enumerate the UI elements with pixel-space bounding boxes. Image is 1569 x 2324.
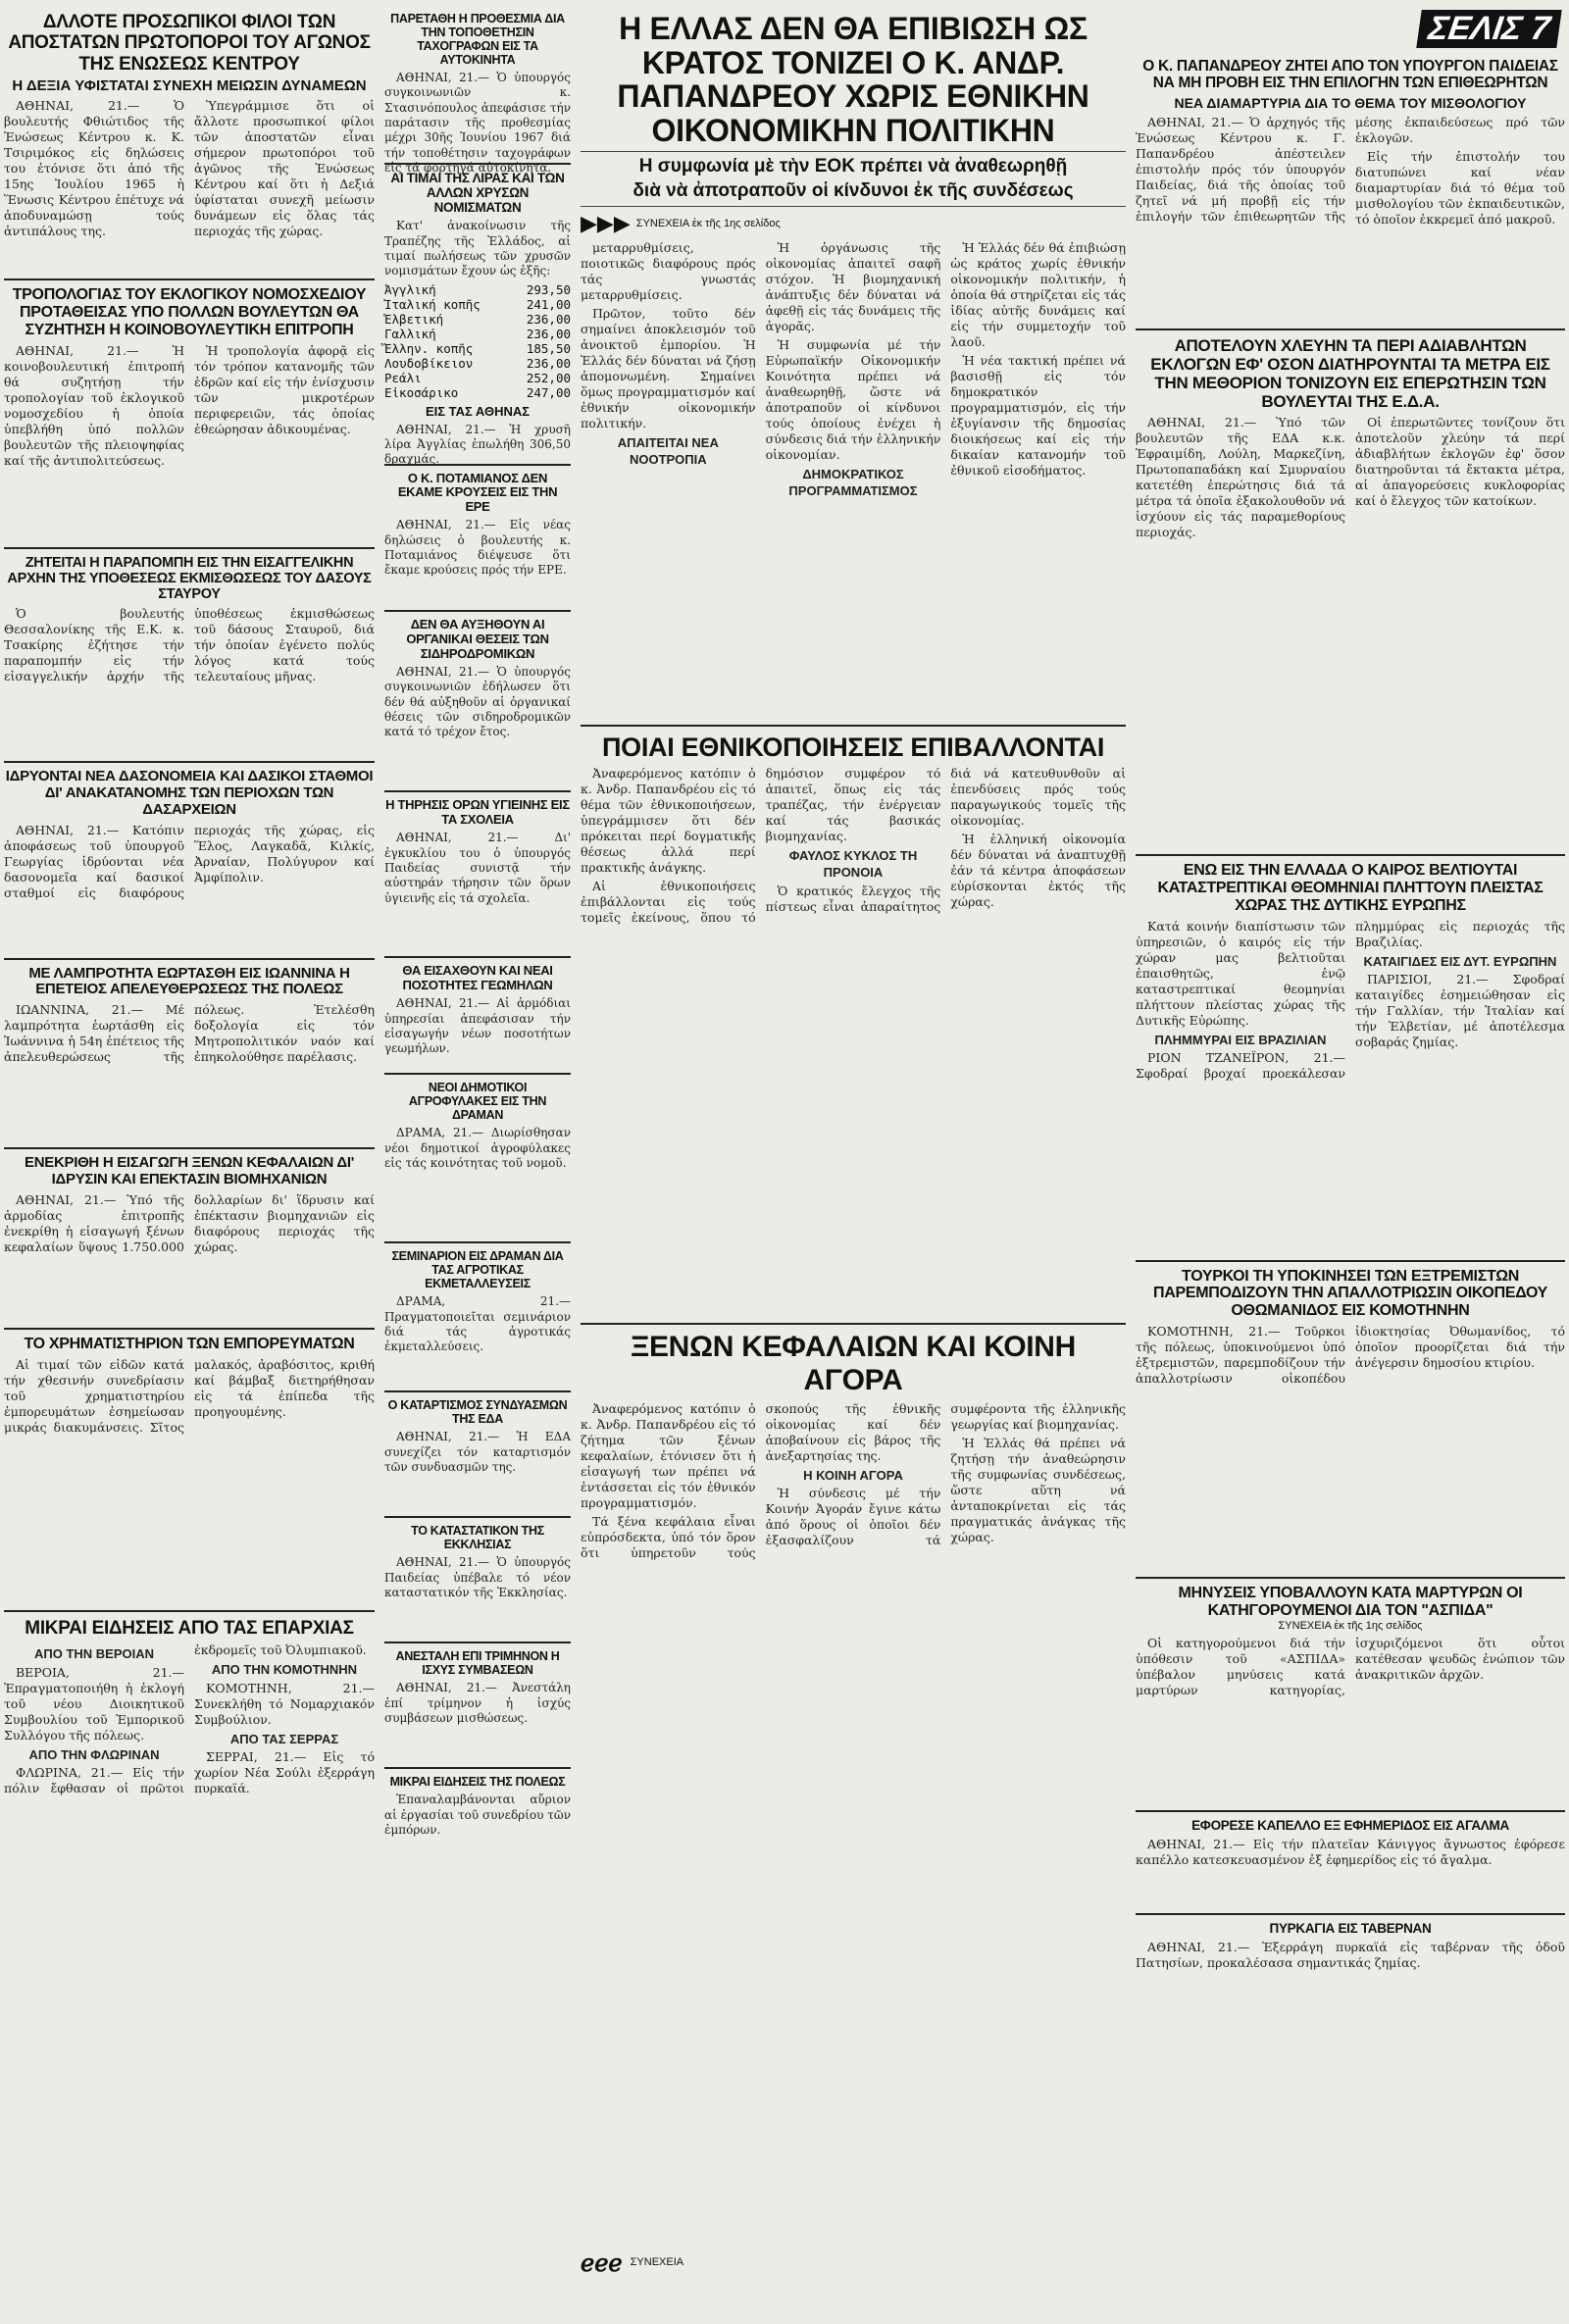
subheadline: Η ΔΕΞΙΑ ΥΦΙΣΤΑΤΑΙ ΣΥΝΕΧΗ ΜΕΙΩΣΙΝ ΔΥΝΑΜΕΩΝ — [12, 76, 367, 94]
article-aspida — [1136, 1579, 1565, 1812]
section-header: ΑΠΑΙΤΕΙΤΑΙ ΝΕΑ ΝΟΟΤΡΟΠΙΑ — [617, 435, 719, 467]
article-body: ΑΠΟ ΤΗΝ ΒΕΡΟΙΑΝ ΒΕΡΟΙΑ, 21.— Ἐπραγματοποιήθη ἡ ἐκλογή τοῦ νέου Διοικητικοῦ Συμβουλίου τοῦ Ἐμπορικοῦ Συλλόγου τῆς πόλεως. ΑΠΟ ΤΗΝ ΦΛΩΡΙΝΑΝ ΦΛΩΡΙΝΑ, 21.— Εἰς τήν πόλιν ἔφθασαν οἱ πρῶτοι ἐκδρομεῖς τοῦ Ὀλυμπιακοῦ. ΑΠΟ ΤΗΝ ΚΟΜΟΤΗΝΗΝ ΚΟΜΟΤΗΝΗ, 21.— Συνεκλήθη τό Νομαρχιακόν Συμβούλιον. ΑΠΟ ΤΑΣ ΣΕΡΡΑΣ ΣΕΡΡΑΙ, 21.— Εἰς τό χωρίον Νέα Σούλι ἐξερράγη πυρκαϊά. — [4, 1642, 375, 1796]
headline: ΕΝΩ ΕΙΣ ΤΗΝ ΕΛΛΑΔΑ Ο ΚΑΙΡΟΣ ΒΕΛΤΙΟΥΤΑΙ ΚΑΤΑΣΤΡΕΠΤΙΚΑΙ ΘΕΟΜΗΝΙΑΙ ΠΛΗΤΤΟΥΝ ΠΛΕΙΣΤΑΣ ΧΩΡΑΣ ΤΗΣ ΔΥΤΙΚΗΣ ΕΥΡΩΠΗΣ — [1157, 861, 1544, 914]
lead-headline: Η ΕΛΛΑΣ ΔΕΝ ΘΑ ΕΠΙΒΙΩΣΗ ΩΣ ΚΡΑΤΟΣ ΤΟΝΙΖΕΙ Ο Κ. ΑΝΔΡ. ΠΑΠΑΝΔΡΕΟΥ ΧΩΡΙΣ ΕΘΝΙΚΗΝ ΟΙΚΟΝΟΜΙΚΗΝ ΠΟΛΙΤΙΚΗΝ — [617, 11, 1089, 148]
subheadline: ΝΕΑ ΔΙΑΜΑΡΤΥΡΙΑ ΔΙΑ ΤΟ ΘΕΜΑ ΤΟΥ ΜΙΣΘΟΛΟΓΙΟΥ — [1174, 94, 1527, 111]
article-body: ΑΘΗΝΑΙ, 21.— Ἡ κοινοβουλευτική ἐπιτροπή θά συζητήσῃ τήν τροπολογίαν τοῦ ἐκλογικοῦ νομοσχεδίου ἡ ὁποία ὑπεβλήθη ὑπό πολλῶν βουλευτῶν τῆς πλειοψηφίας καί τῆς ἀντιπολιτεύσεως. Ἡ τροπολογία ἀφορᾷ εἰς τόν τρόπον κατανομῆς τῶν ἑδρῶν καί εἰς τήν ἐνίσχυσιν τῶν μικροτέρων περιφερειῶν, τάς ὁποίας ἐθεώρησαν ἀδικουμένας. — [4, 342, 375, 468]
article-body: ΑΘΗΝΑΙ, 21.— Αἱ ἁρμόδιαι ὑπηρεσίαι ἀπεφάσισαν τήν εἰσαγωγήν νέων ποσοτήτων γεωμήλων. — [384, 996, 571, 1056]
article-potatoes — [384, 958, 571, 1075]
coin-price: 236,00 — [526, 355, 571, 371]
article-statue-hat — [1136, 1812, 1565, 1915]
headline: Ο Κ. ΠΟΤΑΜΙΑΝΟΣ ΔΕΝ ΕΚΑΜΕ ΚΡΟΥΣΕΙΣ ΕΙΣ ΤΗΝ ΕΡΕ — [397, 470, 558, 514]
gold-price-row — [384, 385, 571, 400]
article-seminar — [384, 1243, 571, 1392]
article-body: Κατά κοινήν διαπίστωσιν τῶν ὑπηρεσιῶν, ὁ καιρός εἰς τήν χώραν μας βελτιοῦται ἐπαισθητῶς, ἐνῷ καταστρεπτικαί θεομηνίαι πλήττουν πλείστας χώρας τῆς Δυτικῆς Εὐρώπης. ΠΛΗΜΜΥΡΑΙ ΕΙΣ ΒΡΑΖΙΛΙΑΝ ΡΙΟΝ ΤΖΑΝΕΪΡΟΝ, 21.— Σφοδραί βροχαί προεκάλεσαν πλημμύρας εἰς περιοχάς τῆς Βραζιλίας. ΚΑΤΑΙΓΙΔΕΣ ΕΙΣ ΔΥΤ. ΕΥΡΩΠΗΝ ΠΑΡΙΣΙΟΙ, 21.— Σφοδραί καταιγίδες ἐσημειώθησαν εἰς τήν Γαλλίαν, τήν Ἰταλίαν καί τήν Ἑλβετίαν, μέ ἀποτέλεσμα σοβαράς ζημίας. — [1136, 918, 1565, 1082]
article-body: ΚΟΜΟΤΗΝΗ, 21.— Τοῦρκοι τῆς πόλεως, ὑποκινούμενοι ὑπό ἐξτρεμιστῶν, παρεμποδίζουν τήν ἀπαλλοτρίωσιν οἰκοπέδου ἰδιοκτησίας Ὀθωμανίδος, τό ὁποῖον προορίζεται διά τήν ἀνέγερσιν δημοσίου κτιρίου. — [1136, 1324, 1565, 1387]
section-header: ΔΗΜΟΚΡΑΤΙΚΟΣ ΠΡΟΓΡΑΜΜΑΤΙΣΜΟΣ — [788, 467, 918, 498]
coin-price: 293,50 — [526, 281, 571, 297]
ornament-icon: ℯℯℯ — [581, 2248, 623, 2277]
article-body: Ὁ βουλευτής Θεσσαλονίκης τῆς Ε.Κ. κ. Τσακίρης ἐζήτησε τήν παραπομπήν εἰς τήν εἰσαγγελικήν ἀρχήν τῆς ὑποθέσεως ἐκμισθώσεως τοῦ δάσους Σταυροῦ, διά τήν ὁποίαν ἐγένετο πολύς λόγος κατά τούς τελευταίους μῆνας. — [4, 606, 375, 684]
section-header: ΑΠΟ ΤΑΣ ΣΕΡΡΑΣ — [229, 1731, 339, 1746]
gold-price-row — [384, 312, 571, 327]
article-apostates — [4, 6, 375, 280]
section-header: ΑΠΟ ΤΗΝ ΒΕΡΟΙΑΝ — [33, 1645, 155, 1661]
article-body: Αἱ τιμαί τῶν εἰδῶν κατά τήν χθεσινήν συνεδρίασιν τοῦ χρηματιστηρίου ἐμπορευμάτων ἐσημείωσαν μικράς διακυμάνσεις. Σῖτος μαλακός, ἀραβόσιτος, κριθή καί βάμβαξ διετηρήθησαν εἰς τά ἐπίπεδα τῆς προηγουμένης. — [4, 1356, 375, 1435]
headline: ΠΟΙΑΙ ΕΘΝΙΚΟΠΟΙΗΣΕΙΣ ΕΠΙΒΑΛΛΟΝΤΑΙ — [601, 733, 1105, 763]
article-body: ΑΘΗΝΑΙ, 21.— Ὁ ὑπουργός Παιδείας ὑπέβαλε τό νέον καταστατικόν τῆς Ἐκκλησίας. — [384, 1555, 571, 1599]
article-body: Κατ' ἀνακοίνωσιν τῆς Τραπέζης τῆς Ἑλλάδος, αἱ τιμαί πωλήσεως τῶν χρυσῶν νομισμάτων ἔχουν ὡς ἑξῆς: — [384, 219, 571, 278]
section-header: ΑΠΟ ΤΗΝ ΦΛΩΡΙΝΑΝ — [28, 1746, 160, 1762]
coin-name: Εἰκοσάρικο — [384, 384, 459, 400]
continuation-note: ΣΥΝΕΧΕΙΑ — [630, 2256, 684, 2269]
article-tavern-fire — [1136, 1915, 1565, 2026]
headline: ΠΑΡΕΤΑΘΗ Η ΠΡΟΘΕΣΜΙΑ ΔΙΑ ΤΗΝ ΤΟΠΟΘΕΤΗΣΙΝ ΤΑΧΟΓΡΑΦΩΝ ΕΙΣ ΤΑ ΑΥΤΟΚΙΝΗΤΑ — [390, 12, 565, 67]
article-nationalizations — [581, 727, 1126, 1325]
article-school-hygiene — [384, 792, 571, 958]
gold-price-row — [384, 356, 571, 371]
headline: ΑΠΟΤΕΛΟΥΝ ΧΛΕΥΗΝ ΤΑ ΠΕΡΙ ΑΔΙΑΒΛΗΤΩΝ ΕΚΛΟΓΩΝ ΕΦ' ΟΣΟΝ ΔΙΑΤΗΡΟΥΝΤΑΙ ΤΑ ΜΕΤΡΑ ΕΙΣ ΤΗΝ ΜΕΘΟΡΙΟΝ ΤΟΝΙΖΟΥΝ ΕΙΣ ΕΠΕΡΩΤΗΣΙΝ ΤΩΝ ΒΟΥΛΕΥΤΑΙ ΤΗΣ Ε.Δ.Α. — [1150, 335, 1550, 411]
article-weather — [1136, 856, 1565, 1262]
coin-price: 241,00 — [526, 296, 571, 312]
article-body: ΑΘΗΝΑΙ, 21.— Ὑπό τῶν βουλευτῶν τῆς ΕΔΑ κ.κ. Ἐφραιμίδη, Λούλη, Μαρκεζίνη, Πρωτοπαπαδάκη καί Σμυρναίου κατετέθη ἐπερώτησις διά τά μέτρα τά ὁποῖα ἐξακολουθοῦν νά ἰσχύουν εἰς τάς παραμεθορίους περιοχάς. Οἱ ἐπερωτῶντες τονίζουν ὅτι ἀποτελοῦν χλεύην τά περί ἀδιαβλήτων ἐκλογῶν ἐφ' ὅσον διατηροῦνται τά ἔκτακτα μέτρα, αἱ ἀπαγορεύσεις κυκλοφορίας καί ὁ ἔλεγχος τῶν κατοίκων. — [1136, 414, 1565, 539]
arrows-icon: ▶▶▶ — [581, 211, 631, 237]
article-body: Ἀναφερόμενος κατόπιν ὁ κ. Ἀνδρ. Παπανδρέου εἰς τό ζήτημα τῶν ξένων κεφαλαίων, ἐτόνισεν ὅτι ἡ εἰσαγωγή των πρέπει νά ἐντάσσεται εἰς τόν ἐθνικόν προγραμματισμόν. Τά ξένα κεφάλαια εἶναι εὐπρόσδεκτα, ὑπό τόν ὅρον ὅτι ὑπηρετοῦν τούς σκοπούς τῆς ἐθνικῆς οἰκονομίας καί δέν ἀποβαίνουν εἰς βάρος τῆς ἀνεξαρτησίας της. Η ΚΟΙΝΗ ΑΓΟΡΑ Ἡ σύνδεσις μέ τήν Κοινήν Ἀγοράν ἔγινε κάτω ἀπό ὅρους οἱ ὁποῖοι δέν ἐξασφαλίζουν τά συμφέροντα τῆς ἑλληνικῆς γεωργίας καί βιομηχανίας. Ἡ Ἑλλάς θά πρέπει νά ζητήσῃ τήν ἀναθεώρησιν τῆς συμφωνίας συνδέσεως, ὥστε αὕτη νά ἀνταποκρίνεται εἰς τάς πραγματικάς ἀνάγκας τῆς χώρας. — [581, 1400, 1126, 1560]
headline: ΜΙΚΡΑΙ ΕΙΔΗΣΕΙΣ ΑΠΟ ΤΑΣ ΕΠΑΡΧΙΑΣ — [25, 1617, 354, 1639]
headline: Ο Κ. ΠΑΠΑΝΔΡΕΟΥ ΖΗΤΕΙ ΑΠΟ ΤΟΝ ΥΠΟΥΡΓΟΝ ΠΑΙΔΕΙΑΣ ΝΑ ΜΗ ΠΡΟΒΗ ΕΙΣ ΤΗΝ ΕΠΙΛΟΓΗΝ ΤΩΝ ΕΠΙΘΕΩΡΗΤΩΝ — [1142, 58, 1558, 92]
headline: ΤΟ ΚΑΤΑΣΤΑΤΙΚΟΝ ΤΗΣ ΕΚΚΛΗΣΙΑΣ — [411, 1524, 544, 1552]
article-body: ΔΡΑΜΑ, 21.— Πραγματοποιεῖται σεμινάριον διά τάς ἀγροτικάς ἐκμεταλλεύσεις. — [384, 1294, 571, 1354]
headline: ΖΗΤΕΙΤΑΙ Η ΠΑΡΑΠΟΜΠΗ ΕΙΣ ΤΗΝ ΕΙΣΑΓΓΕΛΙΚΗΝ ΑΡΧΗΝ ΤΗΣ ΥΠΟΘΕΣΕΩΣ ΕΚΜΙΣΘΩΣΕΩΣ ΤΟΥ ΔΑΣΟΥΣ ΣΤΑΥΡΟΥ — [7, 554, 372, 602]
article-foreign-capital-common-market — [581, 1325, 1126, 2284]
article-contracts — [384, 1643, 571, 1769]
article-tachographs — [384, 6, 571, 176]
article-foreign-capital — [4, 1149, 375, 1330]
headline: Η ΤΗΡΗΣΙΣ ΟΡΩΝ ΥΓΙΕΙΝΗΣ ΕΙΣ ΤΑ ΣΧΟΛΕΙΑ — [385, 797, 570, 827]
headline: ΜΙΚΡΑΙ ΕΙΔΗΣΕΙΣ ΤΗΣ ΠΟΛΕΩΣ — [389, 1775, 566, 1790]
section-header: ΚΑΤΑΙΓΙΔΕΣ ΕΙΣ ΔΥΤ. ΕΥΡΩΠΗΝ — [1363, 953, 1557, 969]
article-body: ΑΘΗΝΑΙ, 21.— Ὁ βουλευτής Φθιώτιδος τῆς Ἐνώσεως Κέντρου κ. Κ. Τσιριμόκος εἰς δηλώσεις του ἐτόνισε ὅτι ἀπό τῆς 15ης Ἰουλίου 1965 ἡ Ἕνωσις Κέντρου ἐπέτυχε νά ἀποδυναμώσῃ τούς ἀντιπάλους της. Ὑπεγράμμισε ὅτι οἱ ἄλλοτε προσωπικοί φίλοι τῶν ἀποστατῶν εἶναι σήμερον πρωτοπόροι τοῦ ἀγῶνος τῆς Ἑνώσεως Κέντρου καί ὅτι ἡ Δεξιά ὑφίσταται συνεχῆ μείωσιν δυνάμεων εἰς ὅλας τάς περιοχάς τῆς χώρας. — [4, 97, 375, 238]
article-church-charter — [384, 1518, 571, 1643]
coin-price: 247,00 — [526, 384, 571, 400]
article-body: Οἱ κατηγορούμενοι διά τήν ὑπόθεσιν τοῦ «ΑΣΠΙΔΑ» ὑπέβαλον μηνύσεις κατά μαρτύρων κατηγορίας, ἰσχυριζόμενοι ὅτι οὗτοι κατέθεσαν ψευδῶς ἐνώπιον τῶν ἀνακριτικῶν ἀρχῶν. — [1136, 1636, 1565, 1698]
article-body: ΑΘΗΝΑΙ, 21.— Εἰς νέας δηλώσεις ὁ βουλευτής κ. Ποταμιάνος διέψευσε ὅτι ἔκαμε κρούσεις πρός τήν ΕΡΕ. — [384, 518, 571, 578]
article-body: ΑΘΗΝΑΙ, 21.— Εἰς τήν πλατεῖαν Κάνιγγος ἄγνωστος ἐφόρεσε καπέλλο κατεσκευασμένον ἐξ ἐφημερίδος εἰς τό ἄγαλμα. — [1136, 1837, 1565, 1868]
headline: ΝΕΟΙ ΔΗΜΟΤΙΚΟΙ ΑΓΡΟΦΥΛΑΚΕΣ ΕΙΣ ΤΗΝ ΔΡΑΜΑΝ — [408, 1081, 547, 1123]
article-body: ΑΘΗΝΑΙ, 21.— Ὁ ἀρχηγός τῆς Ἑνώσεως Κέντρου κ. Γ. Παπανδρέου ἀπέστειλεν ἐπιστολήν πρός τόν ὑπουργόν Παιδείας, διά τῆς ὁποίας τοῦ ζητεῖ νά μή προβῇ εἰς τήν ἐπιλογήν τῶν ἐπιθεωρητῶν τῆς μέσης ἐκπαιδεύσεως πρό τῶν ἐκλογῶν. Εἰς τήν ἐπιστολήν του διατυπώνει καί νέαν διαμαρτυρίαν διά τό θέμα τοῦ μισθολογίου τῶν ἐκπαιδευτικῶν, τό ὁποῖον ἐκκρεμεῖ ἀπό μακροῦ. — [1136, 114, 1565, 227]
coin-name: Ἀγγλική — [384, 281, 436, 297]
continuation-note: ΣΥΝΕΧΕΙΑ ἐκ τῆς 1ης σελίδος — [635, 218, 781, 230]
lead-subheadline-2: διὰ νὰ ἀποτραποῦν οἱ κίνδυνοι ἐκ τῆς συνδέσεως — [633, 180, 1074, 202]
section-header: ΕΙΣ ΤΑΣ ΑΘΗΝΑΣ — [425, 403, 531, 419]
article-body: ΑΘΗΝΑΙ, 21.— Ἀνεστάλη ἐπί τρίμηνον ἡ ἰσχύς συμβάσεων μισθώσεως. — [384, 1681, 571, 1725]
article-body: ΑΘΗΝΑΙ, 21.— Ἡ χρυσῆ λίρα Ἀγγλίας ἐπωλήθη 306,50 δραχμάς. — [384, 422, 571, 467]
headline: ΕΝΕΚΡΙΘΗ Η ΕΙΣΑΓΩΓΗ ΞΕΝΩΝ ΚΕΦΑΛΑΙΩΝ ΔΙ' ΙΔΡΥΣΙΝ ΚΑΙ ΕΠΕΚΤΑΣΙΝ ΒΙΟΜΗΧΑΝΙΩΝ — [25, 1154, 354, 1187]
article-field-guards — [384, 1075, 571, 1243]
lead-article — [581, 6, 1126, 727]
coin-price: 236,00 — [526, 326, 571, 341]
column-1 — [4, 6, 375, 1925]
article-provinces-news — [4, 1612, 375, 1925]
right-column — [1136, 6, 1565, 2026]
headline: ΜΗΝΥΣΕΙΣ ΥΠΟΒΑΛΛΟΥΝ ΚΑΤΑ ΜΑΡΤΥΡΩΝ ΟΙ ΚΑΤΗΓΟΡΟΥΜΕΝΟΙ ΔΙΑ ΤΟΝ "ΑΣΠΙΔΑ" — [1178, 1585, 1523, 1620]
coin-name: Ἕλλην. κοπῆς — [384, 340, 474, 356]
article-city-news — [384, 1769, 571, 1938]
headline: ΜΕ ΛΑΜΠΡΟΤΗΤΑ ΕΩΡΤΑΣΘΗ ΕΙΣ ΙΩΑΝΝΙΝΑ Η ΕΠΕΤΕΙΟΣ ΑΠΕΛΕΥΘΕΡΩΣΕΩΣ ΤΗΣ ΠΟΛΕΩΣ — [28, 964, 350, 998]
headline: ΣΕΜΙΝΑΡΙΟΝ ΕΙΣ ΔΡΑΜΑΝ ΔΙΑ ΤΑΣ ΑΓΡΟΤΙΚΑΣ ΕΚΜΕΤΑΛΛΕΥΣΕΙΣ — [391, 1249, 564, 1291]
article-body: ΑΘΗΝΑΙ, 21.— Ὁ ὑπουργός συγκοινωνιῶν ἐδήλωσεν ὅτι δέν θά αὐξηθοῦν αἱ ὀργανικαί θέσεις τῶν σιδηροδρομικῶν κατά τό τρέχον ἔτος. — [384, 665, 571, 739]
headline: ΔΛΛΟΤΕ ΠΡΟΣΩΠΙΚΟΙ ΦΙΛΟΙ ΤΩΝ ΑΠΟΣΤΑΤΩΝ ΠΡΩΤΟΠΟΡΟΙ ΤΟΥ ΑΓΩΝΟΣ ΤΗΣ ΕΝΩΣΕΩΣ ΚΕΝΤΡΟΥ — [8, 12, 371, 75]
article-electoral-bill — [4, 280, 375, 549]
article-body: ΙΩΑΝΝΙΝΑ, 21.— Μέ λαμπρότητα ἑωρτάσθη εἰς Ἰωάννινα ἡ 54η ἐπέτειος τῆς ἀπελευθερώσεως τῆς πόλεως. Ἐτελέσθη δοξολογία εἰς τόν Μητροπολιτικόν ναόν καί ἐπηκολούθησε παρέλασις. — [4, 1002, 375, 1065]
coin-name: Γαλλική — [384, 326, 436, 341]
gold-price-row — [384, 341, 571, 356]
section-header: ΠΛΗΜΜΥΡΑΙ ΕΙΣ ΒΡΑΖΙΛΙΑΝ — [1154, 1032, 1327, 1047]
headline: ΑΝΕΣΤΑΛΗ ΕΠΙ ΤΡΙΜΗΝΟΝ Η ΙΣΧΥΣ ΣΥΜΒΑΣΕΩΝ — [395, 1649, 560, 1678]
article-railway — [384, 612, 571, 792]
gold-price-row — [384, 371, 571, 385]
coin-price: 236,00 — [526, 311, 571, 327]
headline: ΙΔΡΥΟΝΤΑΙ ΝΕΑ ΔΑΣΟΝΟΜΕΙΑ ΚΑΙ ΔΑΣΙΚΟΙ ΣΤΑΘΜΟΙ ΔΙ' ΑΝΑΚΑΤΑΝΟΜΗΣ ΤΩΝ ΠΕΡΙΟΧΩΝ ΤΩΝ ΔΑΣΑΡΧΕΙΩΝ — [5, 768, 374, 818]
article-commodity-exchange — [4, 1330, 375, 1612]
article-potamianos — [384, 466, 571, 613]
headline: ΑΙ ΤΙΜΑΙ ΤΗΣ ΛΙΡΑΣ ΚΑΙ ΤΩΝ ΑΛΛΩΝ ΧΡΥΣΩΝ ΝΟΜΙΣΜΑΤΩΝ — [390, 171, 565, 216]
article-eda-lists — [384, 1392, 571, 1518]
headline: ΠΥΡΚΑΓΙΑ ΕΙΣ ΤΑΒΕΡΝΑΝ — [1269, 1921, 1432, 1937]
center-column — [581, 6, 1126, 2285]
article-body: ΑΘΗΝΑΙ, 21.— Ἐξερράγη πυρκαϊά εἰς ταβέρναν τῆς ὁδοῦ Πατησίων, προκαλέσασα σημαντικάς ζημίας. — [1136, 1940, 1565, 1971]
headline: ΞΕΝΩΝ ΚΕΦΑΛΑΙΩΝ ΚΑΙ ΚΟΙΝΗ ΑΓΟΡΑ — [630, 1331, 1077, 1397]
section-header: ΦΑΥΛΟΣ ΚΥΚΛΟΣ ΤΗ ΠΡΟΝΟΙΑ — [788, 848, 918, 881]
headline: ΘΑ ΕΙΣΑΧΘΟΥΝ ΚΑΙ ΝΕΑΙ ΠΟΣΟΤΗΤΕΣ ΓΕΩΜΗΛΩΝ — [402, 963, 553, 992]
continuation-row — [581, 211, 1126, 236]
continuation-footer — [581, 2248, 1126, 2277]
article-body: ΑΘΗΝΑΙ, 21.— Ἡ ΕΔΑ συνεχίζει τόν καταρτισμόν τῶν συνδυασμῶν της. — [384, 1430, 571, 1474]
article-body: ΑΘΗΝΑΙ, 21.— Ὑπό τῆς ἁρμοδίας ἐπιτροπῆς ἐνεκρίθη ἡ εἰσαγωγή ξένων κεφαλαίων ὕψους 1.750.000 δολλαρίων δι' ἵδρυσιν καί ἐπέκτασιν βιομηχανιῶν εἰς διαφόρους περιοχάς τῆς χώρας. — [4, 1191, 375, 1254]
headline: ΤΟΥΡΚΟΙ ΤΗ ΥΠΟΚΙΝΗΣΕΙ ΤΩΝ ΕΞΤΡΕΜΙΣΤΩΝ ΠΑΡΕΜΠΟΔΙΖΟΥΝ ΤΗΝ ΑΠΑΛΛΟΤΡΙΩΣΙΝ ΟΙΚΟΠΕΔΟΥ ΟΘΩΜΑΝΙΔΟΣ ΕΙΣ ΚΟΜΟΤΗΝΗΝ — [1152, 1267, 1548, 1320]
article-body: Ἀναφερόμενος κατόπιν ὁ κ. Ἀνδρ. Παπανδρέου εἰς τό θέμα τῶν ἐθνικοποιήσεων, ὑπεγράμμισεν ὅτι δέν πρόκειται περί δογματικῆς θέσεως ἀλλά περί πρακτικῆς ἀνάγκης. Αἱ ἐθνικοποιήσεις ἐπιβάλλονται εἰς τούς τομεῖς ἐκείνους, ὅπου τό δημόσιον συμφέρον τό ἀπαιτεῖ, ὅπως εἰς τάς τραπέζας, τήν ἐνέργειαν καί τάς βασικάς βιομηχανίας. ΦΑΥΛΟΣ ΚΥΚΛΟΣ ΤΗ ΠΡΟΝΟΙΑ Ὁ κρατικός ἔλεγχος τῆς πίστεως εἶναι ἀπαραίτητος διά νά κατευθυνθοῦν αἱ ἐπενδύσεις πρός τούς παραγωγικούς τομεῖς τῆς οἰκονομίας. Ἡ ἑλληνική οἰκονομία δέν δύναται νά ἀναπτυχθῇ ἐάν τά κέντρα ἀποφάσεων εὑρίσκονται ἐκτός τῆς χώρας. — [581, 766, 1126, 926]
gold-price-row — [384, 297, 571, 312]
lead-subheadline-1: Η συμφωνία μὲ τὴν ΕΟΚ πρέπει νὰ ἀναθεωρηθῇ — [638, 156, 1068, 177]
article-inspectors — [1136, 52, 1565, 330]
coin-name: Λουδοβίκειον — [384, 355, 474, 371]
article-body: ΔΡΑΜΑ, 21.— Διωρίσθησαν νέοι δημοτικοί ἀγροφύλακες εἰς τάς κοινότητας τοῦ νομοῦ. — [384, 1126, 571, 1170]
coin-price: 185,50 — [526, 340, 571, 356]
article-border-measures — [1136, 330, 1565, 856]
section-header: Η ΚΟΙΝΗ ΑΓΟΡΑ — [803, 1467, 903, 1483]
masthead-row — [1136, 6, 1565, 52]
gold-price-table — [384, 282, 571, 400]
section-header: ΑΠΟ ΤΗΝ ΚΟΜΟΤΗΝΗΝ — [211, 1661, 358, 1677]
article-body: ΑΘΗΝΑΙ, 21.— Ὁ ὑπουργός συγκοινωνιῶν κ. Στασινόπουλος ἀπεφάσισε τήν παράτασιν τῆς προθεσμίας μέχρι 30ῆς Ἰουνίου 1967 διά τήν τοποθέτησιν ταχογράφων εἰς τά φορτηγά αὐτοκίνητα. — [384, 71, 571, 176]
article-body: ΑΘΗΝΑΙ, 21.— Κατόπιν ἀποφάσεως τοῦ ὑπουργοῦ Γεωργίας ἱδρύονται νέα δασονομεῖα καί δασικοί σταθμοί εἰς διαφόρους περιοχάς τῆς χώρας, εἰς Ἕλος, Λαγκαδᾶ, Κιλκίς, Ἀρναίαν, Πολύγυρον καί Ἀμφίπολιν. — [4, 822, 375, 900]
article-ioannina — [4, 960, 375, 1150]
continuation-note: ΣΥΝΕΧΕΙΑ ἐκ τῆς 1ης σελίδος — [1278, 1620, 1423, 1633]
headline: ΔΕΝ ΘΑ ΑΥΞΗΘΟΥΝ ΑΙ ΟΡΓΑΝΙΚΑΙ ΘΕΣΕΙΣ ΤΩΝ ΣΙΔΗΡΟΔΡΟΜΙΚΩΝ — [406, 617, 549, 661]
coin-name: Ἰταλική κοπῆς — [384, 296, 481, 312]
article-forestry-stations — [4, 763, 375, 959]
article-body: μεταρρυθμίσεις, ποιοτικῶς διαφόρους πρός τάς γνωστάς μεταρρυθμίσεις. Πρῶτον, τοῦτο δέν σημαίνει ἀποκλεισμόν τοῦ ἀνοικτοῦ ἐμπορίου. Ἡ Ἑλλάς δέν δύναται νά ζήσῃ ἀπομονωμένη. Σημαίνει ὅμως προγραμματισμόν καί ἐθνικήν οἰκονομικήν πολιτικήν. ΑΠΑΙΤΕΙΤΑΙ ΝΕΑ ΝΟΟΤΡΟΠΙΑ Ἡ ὀργάνωσις τῆς οἰκονομίας ἀπαιτεῖ σαφῆ στόχον. Ἡ βιομηχανική ἀνάπτυξις δέν δύναται νά ἀφεθῇ εἰς τάς δυνάμεις τῆς ἀγορᾶς. Ἡ συμφωνία μέ τήν Εὐρωπαϊκήν Οἰκονομικήν Κοινότητα πρέπει νά ἀναθεωρηθῇ, ὥστε νά ἀποτραποῦν οἱ κίνδυνοι τούς ὁποίους ἐνέχει ἡ σύνδεσις διά τήν ἑλληνικήν οἰκονομίαν. ΔΗΜΟΚΡΑΤΙΚΟΣ ΠΡΟΓΡΑΜΜΑΤΙΣΜΟΣ Ἡ Ἑλλάς δέν θά ἐπιβιώσῃ ὡς κράτος χωρίς ἐθνικήν οἰκονομικήν πολιτικήν, ἡ ὁποία θά στηρίζεται εἰς τάς ἰδίας αὐτῆς δυνάμεις καί εἰς τήν συμμετοχήν τοῦ λαοῦ. Ἡ νέα τακτική πρέπει νά βασισθῇ εἰς τόν δημοκρατικόν προγραμματισμόν, εἰς τήν ἐξυγίανσιν τῆς δημοσίας διοικήσεως καί εἰς τήν δικαίαν κατανομήν τοῦ ἐθνικοῦ εἰσοδήματος. — [581, 240, 1126, 498]
gold-price-row — [384, 327, 571, 341]
page-number-masthead: ΣΕΛΙΣ 7 — [1416, 10, 1562, 48]
article-body: Ἐπαναλαμβάνονται αὔριον αἱ ἐργασίαι τοῦ συνεδρίου τῶν ἐμπόρων. — [384, 1793, 571, 1837]
headline: ΕΦΟΡΕΣΕ ΚΑΠΕΛΛΟ ΕΞ ΕΦΗΜΕΡΙΔΟΣ ΕΙΣ ΑΓΑΛΜΑ — [1191, 1818, 1509, 1834]
column-2 — [384, 6, 571, 1938]
article-gold-prices — [384, 165, 571, 466]
headline: Ο ΚΑΤΑΡΤΙΣΜΟΣ ΣΥΝΔΥΑΣΜΩΝ ΤΗΣ ΕΔΑ — [387, 1398, 568, 1427]
article-body: ΑΘΗΝΑΙ, 21.— Δι' ἐγκυκλίου του ὁ ὑπουργός Παιδείας συνιστᾷ τήν αὐστηράν τήρησιν τῶν ὅρων ὑγιεινῆς εἰς τά σχολεῖα. — [384, 831, 571, 905]
article-komotini — [1136, 1262, 1565, 1580]
headline: ΤΟ ΧΡΗΜΑΤΙΣΤΗΡΙΟΝ ΤΩΝ ΕΜΠΟΡΕΥΜΑΤΩΝ — [24, 1335, 355, 1352]
headline: ΤΡΟΠΟΛΟΓΙΑΣ ΤΟΥ ΕΚΛΟΓΙΚΟΥ ΝΟΜΟΣΧΕΔΙΟΥ ΠΡΟΤΑΘΕΙΣΑΣ ΥΠΟ ΠΟΛΛΩΝ ΒΟΥΛΕΥΤΩΝ ΘΑ ΣΥΖΗΤΗΣΗ Η ΚΟΙΝΟΒΟΥΛΕΥΤΙΚΗ ΕΠΙΤΡΟΠΗ — [12, 285, 367, 338]
coin-price: 252,00 — [526, 370, 571, 385]
coin-name: Ἑλβετική — [384, 311, 444, 327]
coin-name: Ρεάλι — [384, 370, 422, 385]
gold-price-row — [384, 282, 571, 297]
article-forest — [4, 549, 375, 764]
